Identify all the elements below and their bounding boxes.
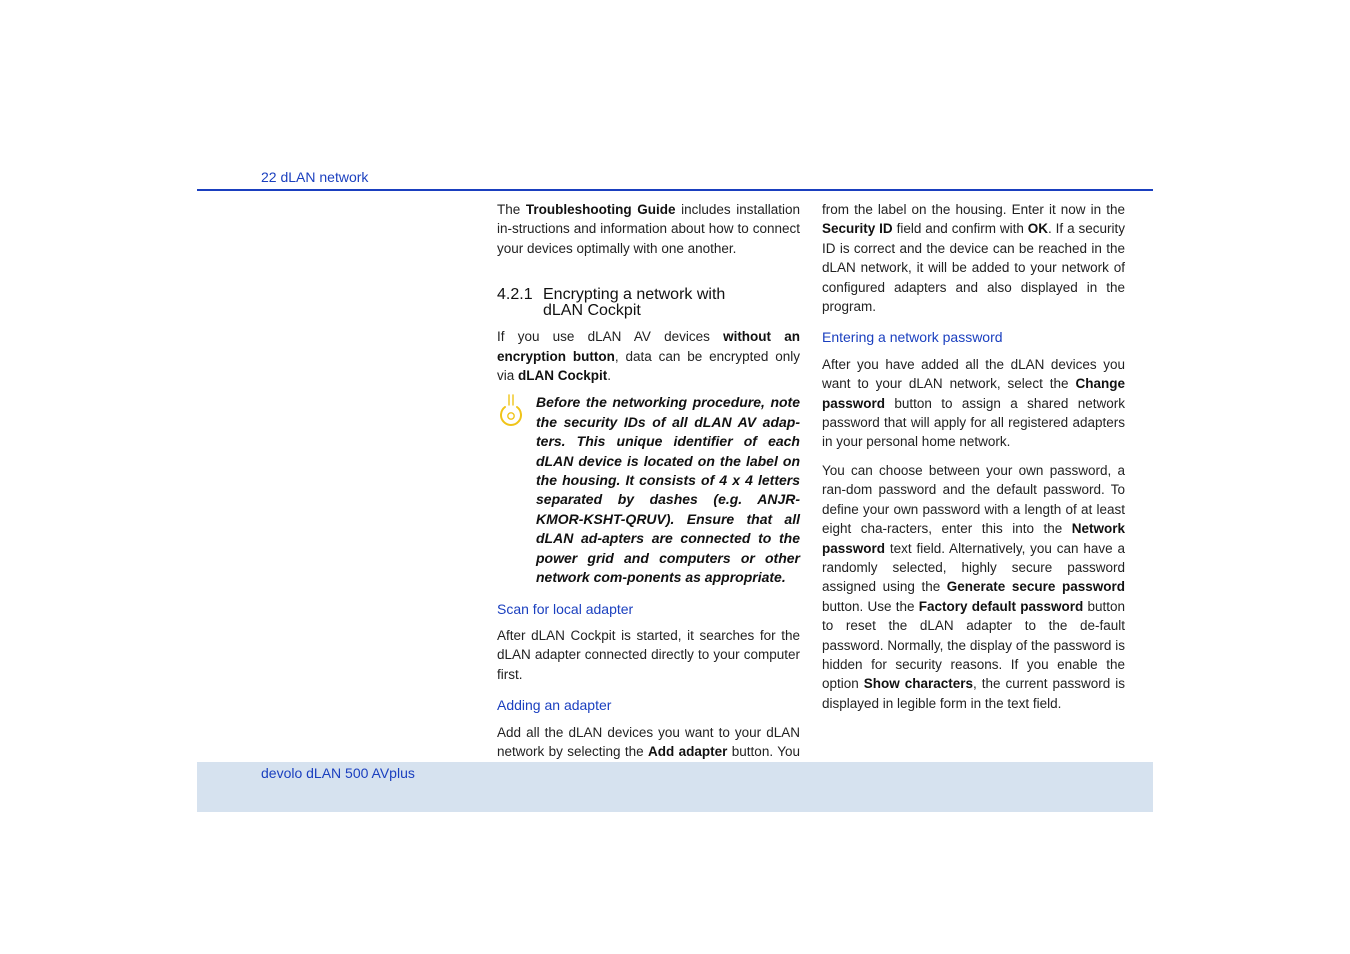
section-title-line1: Encrypting a network with xyxy=(543,286,726,304)
section-number: 4.2.1 xyxy=(497,286,533,304)
note-box xyxy=(497,393,800,587)
password-heading: Entering a network password xyxy=(822,329,1003,346)
section-title xyxy=(497,287,800,319)
lightbulb-icon xyxy=(497,393,525,427)
note-text: Before the networking procedure, note the security IDs of all dLAN AV adap-ters. This unique identifier of each dLAN device is located on the label on the housing. It consists of 4 x 4 letters separated by dashes (e.g. ANJR-KMOR-KSHT-QRUV). Ensure that all dLAN ad-apters are connected to the power grid and computers or other network com-ponents as appropriate. xyxy=(536,394,800,586)
continued-paragraph: from the label on the housing. Enter it now in the Security ID field and confirm with OK. If a security ID is correct and the device can be reached in the dLAN network, it will be added to your network of configured adapters and also displayed in the program. xyxy=(822,202,1125,315)
header-rule xyxy=(197,189,1153,191)
password-options-paragraph: You can choose between your own password, a ran-dom password and the default password. To define your own password with a length of at least eight cha-racters, enter this into the Network password text field. Alternatively, you can have a randomly selected, highly secure password assigned using the Generate secure password button. Use the Factory default password button to reset the dLAN adapter to the de-fault password. Normally, the display of the password is hidden for security reasons. If you enable the option Show characters, the current password is displayed in legible form in the text field. xyxy=(822,462,1125,711)
intro-paragraph: The Troubleshooting Guide includes installation in-structions and information about how to connect your devices optimally with one another. xyxy=(497,202,800,256)
section-title-line2: dLAN Cockpit xyxy=(543,302,641,320)
adding-paragraph: Add all the dLAN devices you want to your dLAN network by selecting the Add adapter button. You xyxy=(497,724,800,759)
running-head: 22 dLAN network xyxy=(261,169,369,185)
left-column xyxy=(497,200,800,800)
footer-product-name: devolo dLAN 500 AVplus xyxy=(261,765,415,781)
scan-paragraph: After dLAN Cockpit is started, it searches for the dLAN adapter connected directly to your computer first. xyxy=(497,627,800,682)
right-column xyxy=(822,200,1125,713)
adding-heading: Adding an adapter xyxy=(497,697,612,714)
scan-heading: Scan for local adapter xyxy=(497,600,634,617)
change-password-paragraph: After you have added all the dLAN devices you want to your dLAN network, select the Change password button to assign a shared network password that will apply for all registered adapters in your personal home network. xyxy=(822,356,1125,450)
encryption-paragraph: If you use dLAN AV devices without an encryption button, data can be encrypted only via dLAN Cockpit. xyxy=(497,329,801,384)
